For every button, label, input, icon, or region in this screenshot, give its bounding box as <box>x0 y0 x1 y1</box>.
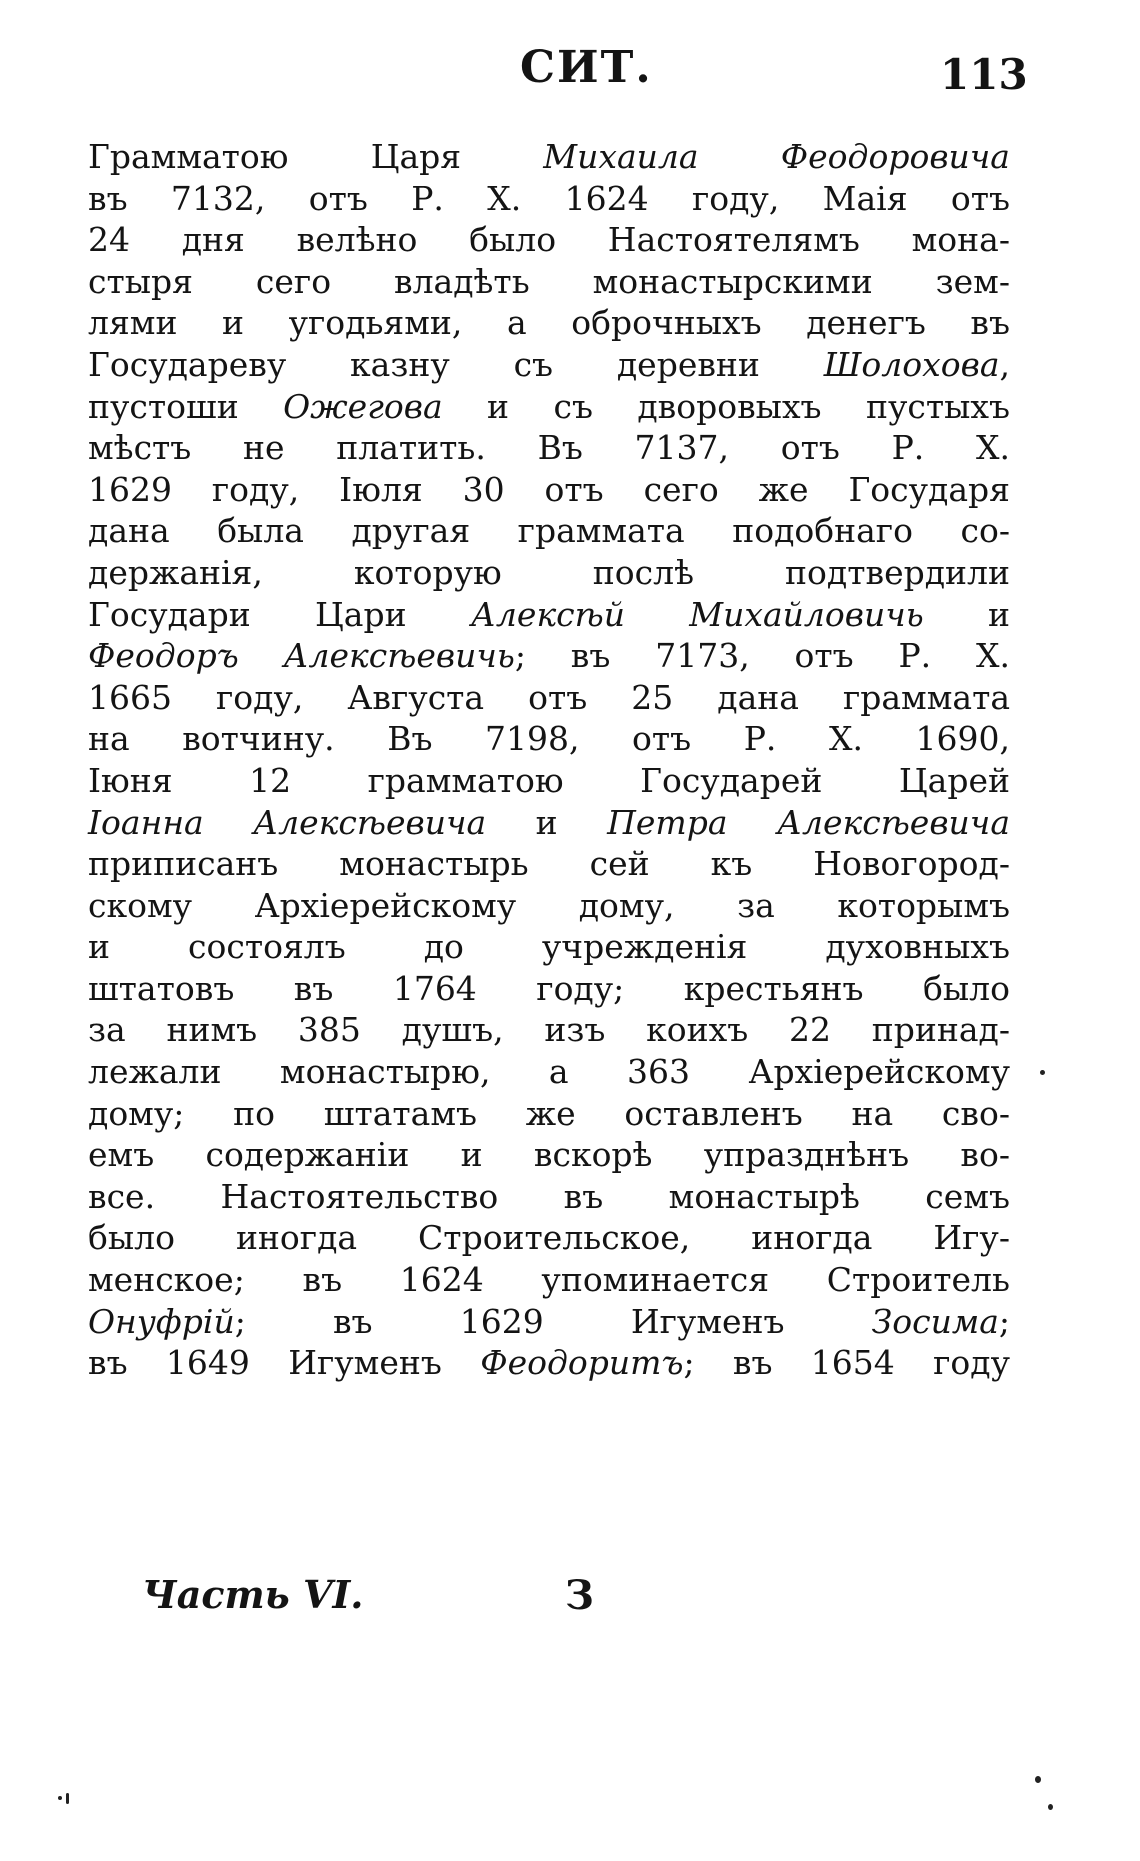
text-line <box>88 1259 1010 1301</box>
text-line <box>88 926 1010 968</box>
text-run: ; <box>998 1301 1010 1341</box>
page-number: 113 <box>940 50 1028 99</box>
text-line <box>88 178 1010 220</box>
text-run: , <box>999 344 1010 384</box>
text-run: дана была другая граммата подобнаго со- <box>88 511 1010 551</box>
text-run: штатовъ въ 1764 году; крестьянъ было <box>88 968 1010 1008</box>
text-run: и <box>923 594 1011 634</box>
text-line <box>88 968 1010 1010</box>
page-header <box>0 42 1140 112</box>
scan-speck <box>1040 1070 1045 1075</box>
text-run: Іюня 12 грамматою Государей Царей <box>88 760 1010 800</box>
text-line <box>88 427 1010 469</box>
signature-mark: Часть VI. <box>142 1572 364 1617</box>
italic-name: Зосима <box>871 1301 999 1341</box>
text-run: въ 7132, отъ Р. Х. 1624 году, Маія отъ <box>88 178 1010 218</box>
text-run: стыря сего владѣть монастырскими зем- <box>88 261 1010 301</box>
text-line <box>88 1134 1010 1176</box>
text-run: держанія, которую послѣ подтвердили <box>88 552 1010 592</box>
text-line <box>88 843 1010 885</box>
text-line <box>88 136 1010 178</box>
text-line <box>88 219 1010 261</box>
text-run: Грамматою Царя <box>88 137 544 176</box>
text-run: лежали монастырю, а 363 Архіерейскому <box>88 1052 1010 1092</box>
text-line <box>88 760 1010 802</box>
text-line <box>88 594 1010 636</box>
text-run: скому Архіерейскому дому, за которымъ <box>88 885 1010 925</box>
text-line <box>88 1217 1010 1259</box>
signature-letter: З <box>565 1572 594 1619</box>
italic-name: Феодоритъ <box>480 1343 684 1383</box>
text-line <box>88 802 1010 844</box>
italic-name: Алексѣй Михайловичь <box>470 594 924 634</box>
text-run: въ 1649 Игуменъ <box>88 1343 481 1383</box>
text-run: ; въ 1654 году <box>683 1343 1010 1383</box>
italic-name: Феодоръ Алексѣевичь <box>88 636 515 676</box>
text-line <box>88 386 1010 428</box>
text-run: все. Настоятельство въ монастырѣ семъ <box>88 1176 1010 1216</box>
text-run: 1665 году, Августа отъ 25 дана граммата <box>88 677 1010 717</box>
text-line <box>88 1009 1010 1051</box>
text-line <box>88 1176 1010 1218</box>
scan-speck <box>58 1796 62 1800</box>
scan-speck <box>66 1793 69 1804</box>
text-line <box>88 1051 1010 1093</box>
text-run: было иногда Строительское, иногда Игу- <box>88 1218 1010 1258</box>
text-run: емъ содержаніи и вскорѣ упразднѣнъ во- <box>88 1135 1010 1175</box>
italic-name: Онуфрій <box>88 1301 235 1341</box>
text-run: ; въ 1629 Игуменъ <box>234 1301 872 1341</box>
text-line <box>88 302 1010 344</box>
text-run: ; въ 7173, отъ Р. Х. <box>514 636 1010 676</box>
text-line <box>88 1301 1010 1343</box>
italic-name: Шолохова <box>823 344 1000 384</box>
text-line <box>88 510 1010 552</box>
text-line <box>88 635 1010 677</box>
text-run: лями и угодьями, а оброчныхъ денегъ въ <box>88 303 1010 343</box>
italic-name: Іоанна Алексѣевича <box>88 802 487 842</box>
text-line <box>88 469 1010 511</box>
text-run: и съ дворовыхъ пустыхъ <box>442 386 1010 426</box>
text-line <box>88 718 1010 760</box>
scan-speck <box>1035 1776 1041 1783</box>
text-line <box>88 344 1010 386</box>
text-line <box>88 1342 1010 1384</box>
italic-name: Петра Алексѣевича <box>607 802 1011 842</box>
text-line <box>88 677 1010 719</box>
text-run: 1629 году, Іюля 30 отъ сего же Государя <box>88 469 1010 509</box>
body-text <box>88 136 1010 1384</box>
text-line <box>88 552 1010 594</box>
scan-speck <box>1048 1804 1053 1810</box>
text-run: пустоши <box>88 386 284 426</box>
text-run: и <box>486 802 608 842</box>
text-line <box>88 1093 1010 1135</box>
text-run: менское; въ 1624 упоминается Строитель <box>88 1260 1010 1300</box>
text-run: мѣстъ не платить. Въ 7137, отъ Р. Х. <box>88 428 1010 468</box>
running-head: СИТ. <box>520 42 653 93</box>
text-line <box>88 885 1010 927</box>
italic-name: Ожегова <box>283 386 443 426</box>
text-run: Государеву казну съ деревни <box>88 344 824 384</box>
text-run: Государи Цари <box>88 594 471 634</box>
text-run: на вотчину. Въ 7198, отъ Р. Х. 1690, <box>88 719 1010 759</box>
text-run: дому; по штатамъ же оставленъ на сво- <box>88 1093 1010 1133</box>
text-run: и состоялъ до учрежденія духовныхъ <box>88 927 1010 967</box>
text-run: за нимъ 385 душъ, изъ коихъ 22 принад- <box>88 1010 1010 1050</box>
italic-name: Михаила Феодоровича <box>543 137 1010 176</box>
text-run: приписанъ монастырь сей къ Новогород- <box>88 844 1010 884</box>
page-footer <box>0 1572 1140 1632</box>
text-line <box>88 261 1010 303</box>
text-run: 24 дня велѣно было Настоятелямъ мона- <box>88 220 1010 260</box>
